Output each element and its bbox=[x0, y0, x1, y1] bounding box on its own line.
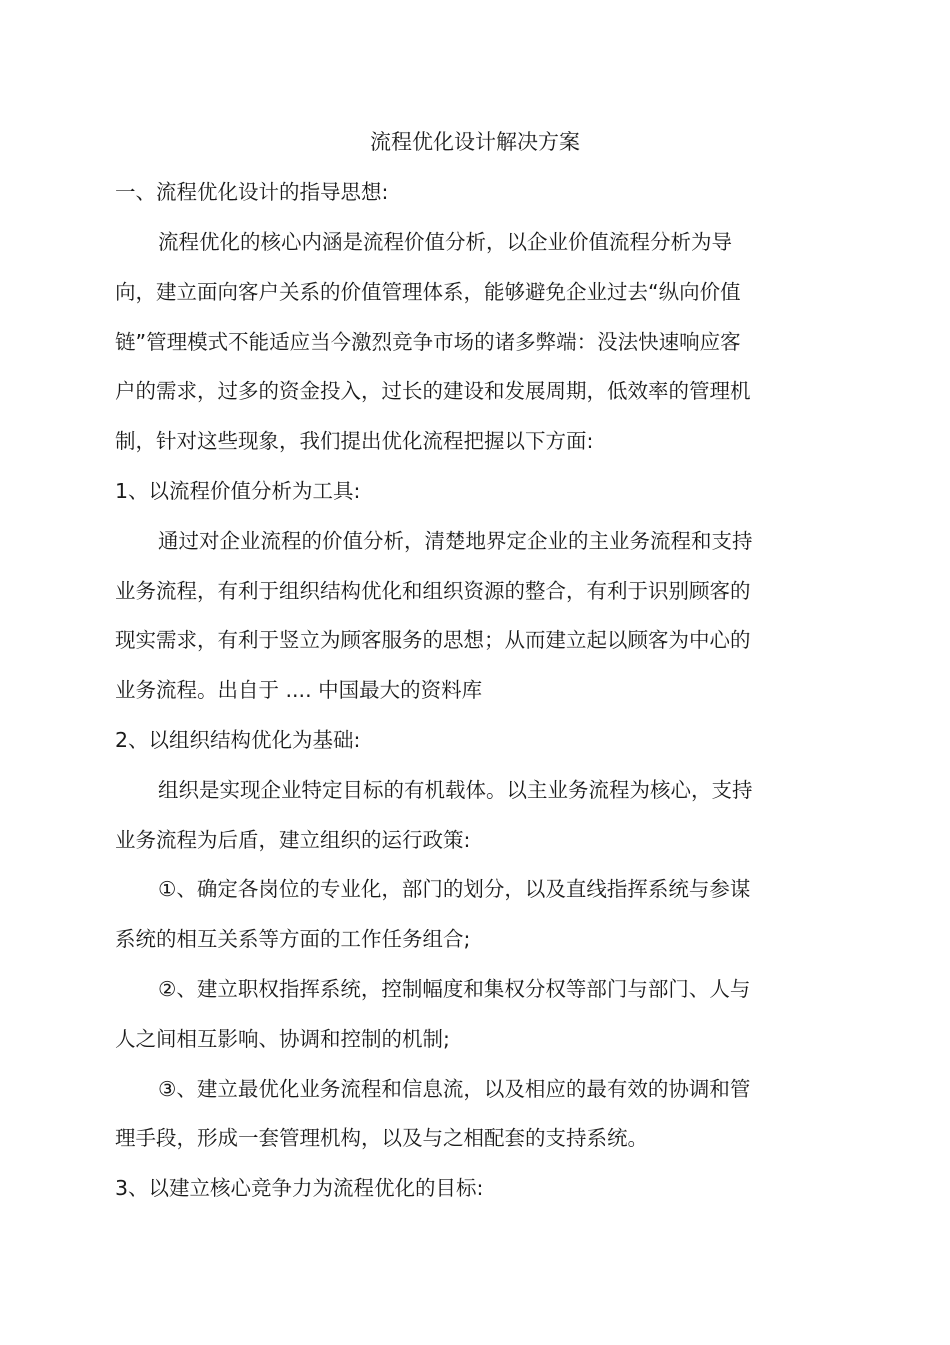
section-heading: 2、以组织结构优化为基础: bbox=[115, 728, 361, 752]
paragraph-line: 业务流程为后盾，建立组织的运行政策: bbox=[115, 828, 471, 852]
paragraph-line: 流程优化的核心内涵是流程价值分析，以企业价值流程分析为导 bbox=[158, 230, 732, 254]
section-heading: 一、流程优化设计的指导思想: bbox=[115, 180, 389, 204]
paragraph-line: 业务流程，有利于组织结构优化和组织资源的整合，有利于识别顾客的 bbox=[115, 579, 751, 603]
paragraph-line: 组织是实现企业特定目标的有机载体。以主业务流程为核心，支持 bbox=[158, 778, 753, 802]
paragraph-line: 通过对企业流程的价值分析，清楚地界定企业的主业务流程和支持 bbox=[158, 529, 753, 553]
paragraph-line: 链”管理模式不能适应当今激烈竞争市场的诸多弊端：没法快速响应客 bbox=[115, 330, 741, 354]
list-item-line: 理手段，形成一套管理机构，以及与之相配套的支持系统。 bbox=[115, 1126, 648, 1150]
list-item-line: 系统的相互关系等方面的工作任务组合; bbox=[115, 927, 471, 951]
list-item-line: ②、建立职权指挥系统，控制幅度和集权分权等部门与部门、人与 bbox=[158, 977, 751, 1001]
list-item-line: 人之间相互影响、协调和控制的机制; bbox=[115, 1027, 450, 1051]
section-heading: 3、以建立核心竞争力为流程优化的目标: bbox=[115, 1176, 484, 1200]
paragraph-line: 制，针对这些现象，我们提出优化流程把握以下方面: bbox=[115, 429, 594, 453]
section-heading: 1、以流程价值分析为工具: bbox=[115, 479, 361, 503]
paragraph-line: 现实需求，有利于竖立为顾客服务的思想；从而建立起以顾客为中心的 bbox=[115, 628, 751, 652]
paragraph-line: 户的需求，过多的资金投入，过长的建设和发展周期，低效率的管理机 bbox=[115, 379, 751, 403]
paragraph-line: 向，建立面向客户关系的价值管理体系，能够避免企业过去“纵向价值 bbox=[115, 280, 741, 304]
paragraph-line: 业务流程。出自于 .... 中国最大的资料库 bbox=[115, 678, 483, 702]
document-title: 流程优化设计解决方案 bbox=[370, 130, 580, 154]
list-item-line: ③、建立最优化业务流程和信息流，以及相应的最有效的协调和管 bbox=[158, 1077, 751, 1101]
list-item-line: ①、确定各岗位的专业化，部门的划分，以及直线指挥系统与参谋 bbox=[158, 877, 751, 901]
